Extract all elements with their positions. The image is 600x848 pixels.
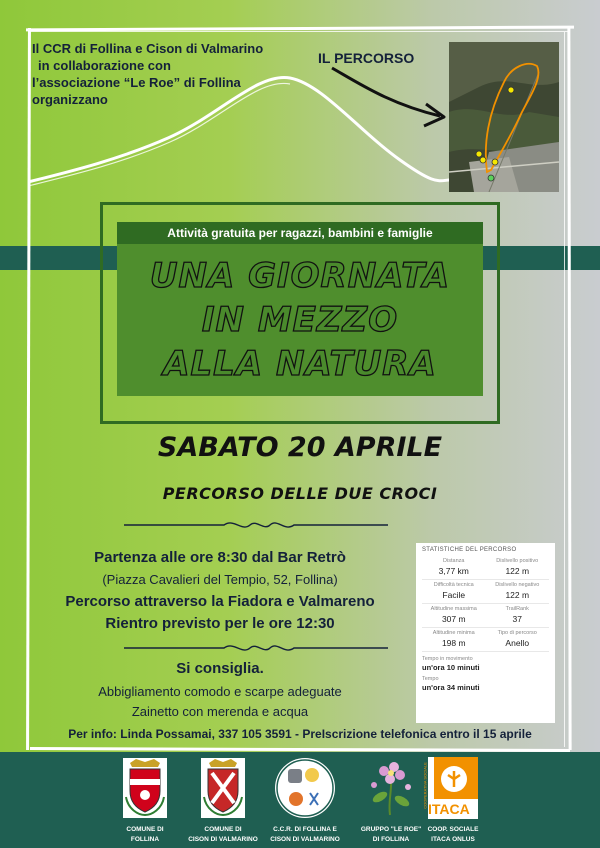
stat-value: 37 — [512, 614, 522, 624]
stat-label: Altitudine minima — [432, 630, 475, 636]
intro-line: Il CCR di Follina e Cison di Valmarino — [32, 41, 264, 56]
stat-value: 122 m — [505, 566, 530, 576]
route-name: PERCORSO DELLE DUE CROCI — [162, 484, 438, 503]
title-box — [117, 244, 483, 396]
stat-cell — [486, 556, 550, 580]
advice-item: Zainetto con merenda e acqua — [131, 704, 309, 719]
logo-comune-follina — [108, 757, 182, 844]
stat-label: Distanza — [443, 558, 465, 564]
departure-address: (Piazza Cavalieri del Tempio, 52, Follina) — [102, 572, 338, 587]
logo-caption: GRUPPO "LE ROE" — [360, 826, 422, 833]
logo-side-text: COOPERATIVA SOCIALE — [422, 762, 428, 809]
title-line: ALLA NATURA — [163, 344, 437, 384]
contact-info: Per info: Linda Possamai, 337 105 3591 - PreIscrizione telefonica entro il 15 aprile — [68, 727, 532, 741]
frame-top-double — [30, 31, 570, 32]
title-line: UNA GIORNATA — [149, 256, 451, 296]
advice-title: Si consiglia. — [176, 660, 264, 677]
tagline: Attività gratuita per ragazzi, bambini e famiglie — [117, 222, 483, 244]
stat-cell — [422, 604, 486, 628]
logo-itaca — [416, 757, 490, 844]
stat-label: Tempo in movimento — [422, 656, 473, 662]
logo-comune-cison — [186, 757, 260, 844]
stat-value: un'ora 10 minuti — [422, 663, 480, 672]
stat-label: Tempo — [422, 676, 439, 682]
stat-label: Dislivello negativo — [495, 582, 540, 588]
coat-of-arms-icon — [122, 757, 168, 819]
ccr-badge-icon — [274, 757, 336, 819]
logo-caption: COMUNE DI — [126, 826, 164, 833]
map-label: IL PERCORSO — [318, 50, 415, 66]
stat-label: Altitudine massima — [430, 606, 477, 612]
stat-label: TrailRank — [505, 606, 529, 612]
stat-value: un'ora 34 minuti — [422, 683, 480, 692]
stat-label: Tipo di percorso — [497, 630, 537, 636]
stats-grid — [422, 556, 549, 652]
arrow-icon — [330, 64, 450, 134]
logo-caption: FOLLINA — [130, 836, 160, 843]
intro-line: l’associazione “Le Roe” di Follina — [32, 75, 241, 90]
stat-cell — [486, 628, 550, 652]
stat-cell — [486, 604, 550, 628]
stat-cell — [422, 580, 486, 604]
stat-value: Anello — [505, 638, 530, 648]
route-stats-panel — [416, 543, 555, 723]
route-map — [449, 42, 559, 192]
title-line: IN MEZZO — [201, 300, 399, 340]
stat-row-moving — [422, 652, 549, 672]
intro-line: in collaborazione con — [38, 58, 171, 73]
frame-right-double — [564, 32, 565, 747]
flower-icon — [364, 757, 418, 819]
stat-cell — [422, 556, 486, 580]
logo-caption: C.C.R. DI FOLLINA E — [273, 826, 337, 833]
event-date: SABATO 20 APRILE — [157, 432, 443, 463]
stat-label: Difficoltà tecnica — [433, 582, 474, 588]
logo-ccr — [268, 757, 342, 844]
logo-caption: DI FOLLINA — [372, 836, 410, 843]
coat-of-arms-icon — [200, 757, 246, 819]
stats-title: STATISTICHE DEL PERCORSO — [422, 547, 517, 553]
ornament-divider — [124, 520, 388, 530]
logo-caption: ITACA ONLUS — [431, 836, 475, 843]
stat-cell — [486, 580, 550, 604]
stat-value: 122 m — [505, 590, 530, 600]
logo-wordmark: ITACA — [428, 801, 470, 817]
stat-value: 307 m — [441, 614, 466, 624]
departure-info: Partenza alle ore 8:30 dal Bar Retrò — [94, 549, 346, 566]
frame-right — [567, 28, 571, 750]
logo-caption: CISON DI VALMARINO — [188, 836, 258, 843]
intro-line: organizzano — [32, 92, 108, 107]
stat-value: Facile — [442, 590, 466, 600]
logo-caption: COMUNE DI — [204, 826, 242, 833]
stat-value: 3,77 km — [438, 566, 469, 576]
stat-row-time — [422, 672, 549, 692]
return-time: Rientro previsto per le ore 12:30 — [105, 615, 335, 632]
logo-caption: CISON DI VALMARINO — [270, 836, 340, 843]
ornament-divider — [124, 643, 388, 653]
advice-item: Abbigliamento comodo e scarpe adeguate — [98, 684, 342, 699]
logo-caption: COOP. SOCIALE — [427, 826, 479, 833]
organizers-intro — [32, 40, 312, 108]
stat-cell — [422, 628, 486, 652]
route-description: Percorso attraverso la Fiadora e Valmareno — [65, 593, 375, 610]
stat-value: 198 m — [441, 638, 466, 648]
stat-label: Dislivello positivo — [496, 558, 539, 564]
